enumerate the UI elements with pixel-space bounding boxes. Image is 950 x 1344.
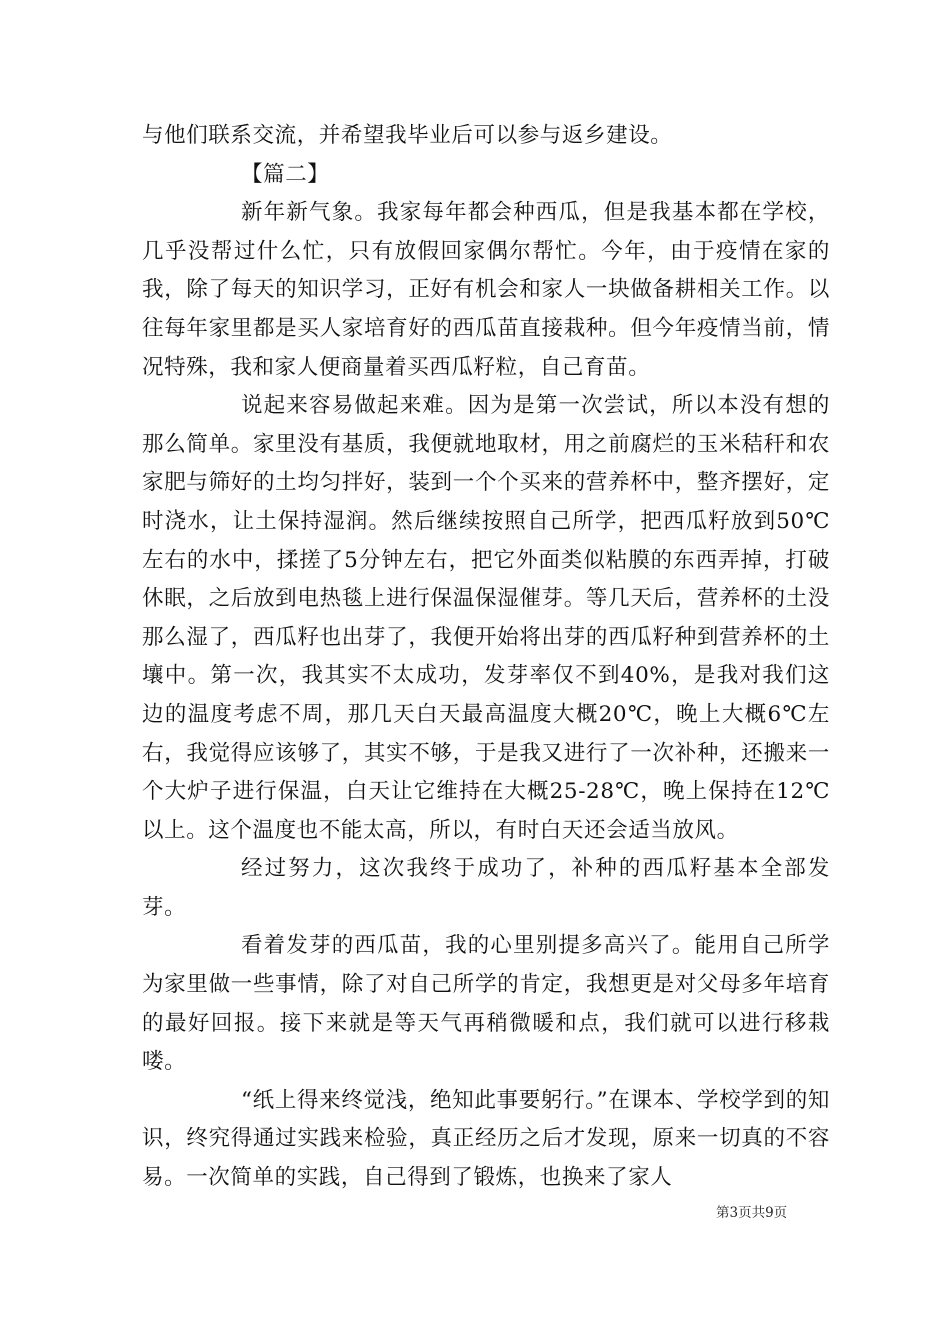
paragraph-reflection: “纸上得来终觉浅，绝知此事要躬行。”在课本、学校学到的知识，终究得通过实践来检验，真正经历之后才发现，原来一切真的不容易。一次简单的实践，自己得到了锻炼，也换来了家人 [142,1087,830,1191]
page-number: 第3页共9页 [716,1205,788,1221]
paragraph-feelings: 看着发芽的西瓜苗，我的心里别提多高兴了。能用自己所学为家里做一些事情，除了对自己所学的肯定，我想更是对父母多年培育的最好回报。接下来就是等天气再稍微暖和点，我们就可以进行移栽喽。 [142,933,830,1075]
paragraph-continuation: 与他们联系交流，并希望我毕业后可以参与返乡建设。 [142,123,673,148]
body-text [142,117,830,1198]
paragraph-success: 经过努力，这次我终于成功了，补种的西瓜籽基本全部发芽。 [142,856,830,920]
paragraph-intro: 新年新气象。我家每年都会种西瓜，但是我基本都在学校，几乎没帮过什么忙，只有放假回家偶尔帮忙。今年，由于疫情在家的我，除了每天的知识学习，正好有机会和家人一块做备耕相关工作。以往每年家里都是买人家培育好的西瓜苗直接栽种。但今年疫情当前，情况特殊，我和家人便商量着买西瓜籽粒，自己育苗。 [142,200,830,380]
section-heading: 【篇二】 [241,161,330,187]
paragraph-process: 说起来容易做起来难。因为是第一次尝试，所以本没有想的那么简单。家里没有基质，我便就地取材，用之前腐烂的玉米秸秆和农家肥与筛好的土均匀拌好，装到一个个买来的营养杯中，整齐摆好，定时浇水，让土保持湿润。然后继续按照自己所学，把西瓜籽放到50℃左右的水中，揉搓了5分钟左右，把它外面类似粘膜的东西弄掉，打破休眠，之后放到电热毯上进行保温保湿催芽。等几天后，营养杯的土没那么湿了，西瓜籽也出芽了，我便开始将出芽的西瓜籽种到营养杯的土壤中。第一次，我其实不太成功，发芽率仅不到40%，是我对我们这边的温度考虑不周，那几天白天最高温度大概20℃，晚上大概6℃左右，我觉得应该够了，其实不够，于是我又进行了一次补种，还搬来一个大炉子进行保温，白天让它维持在大概25-28℃，晚上保持在12℃以上。这个温度也不能太高，所以，有时白天还会适当放风。 [142,393,830,843]
